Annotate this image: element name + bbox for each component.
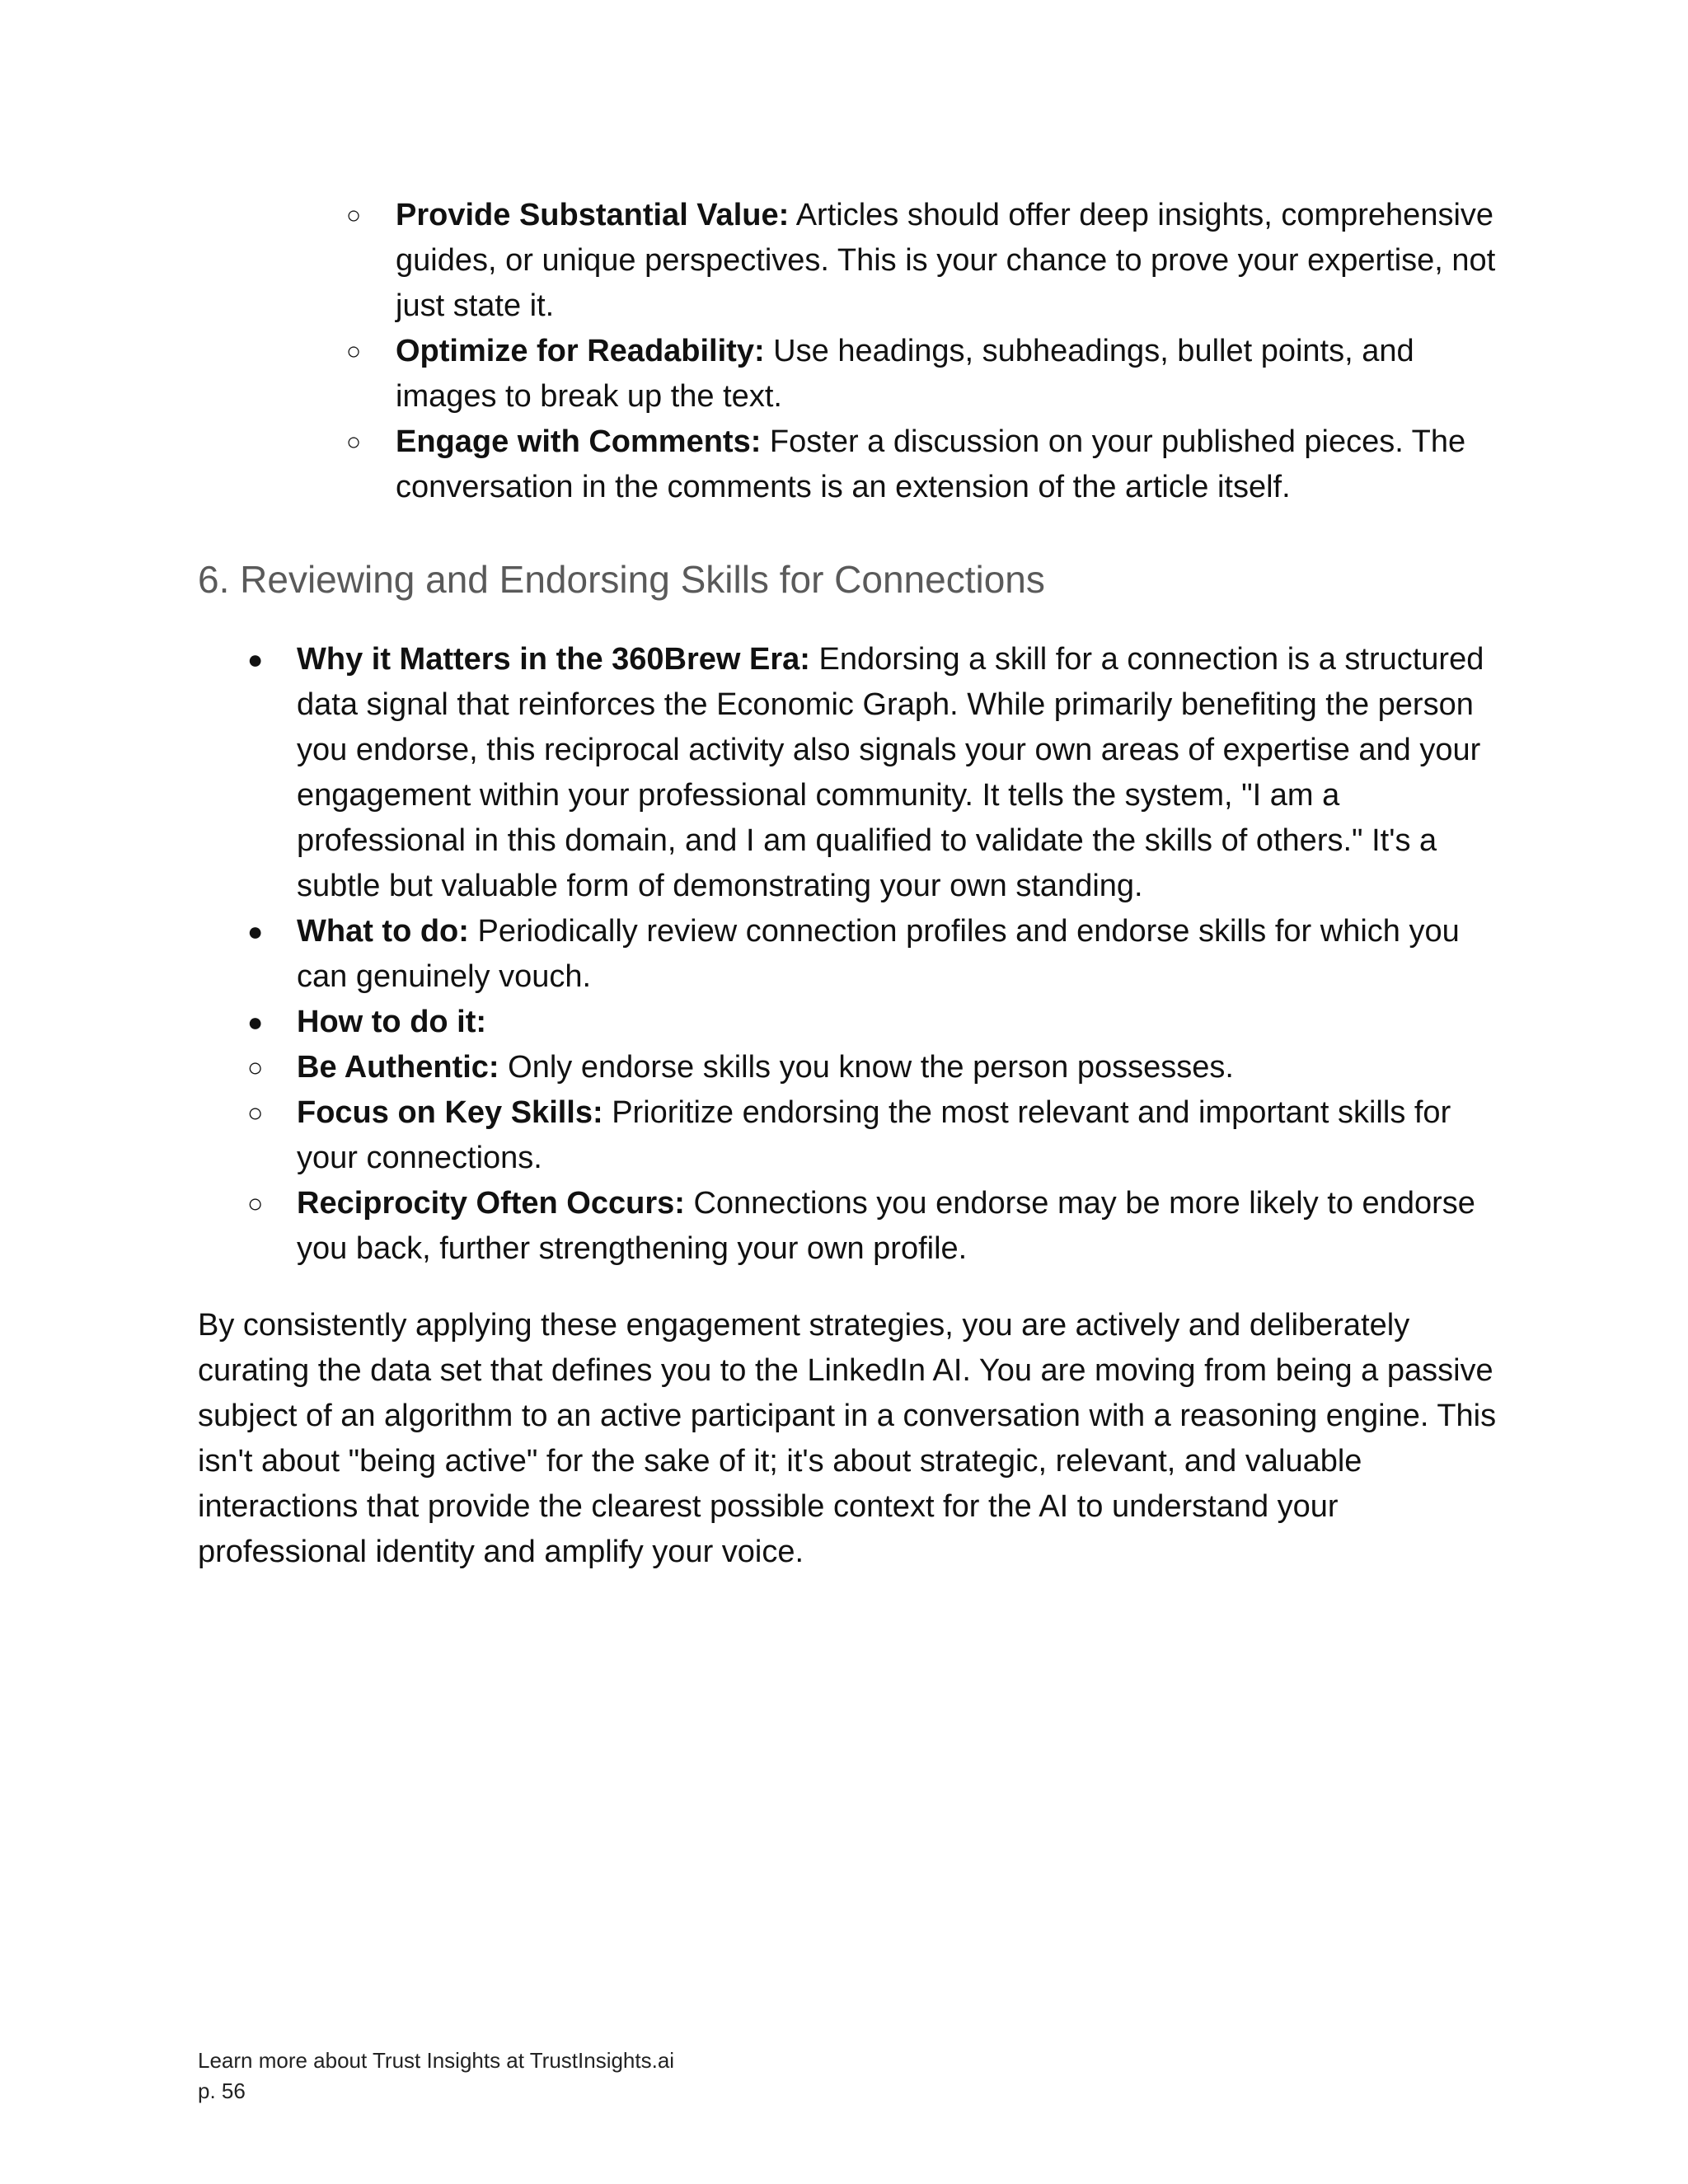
item-lead: What to do:: [297, 914, 469, 949]
item-text: Articles should offer deep insights, comprehensive guides, or unique perspectives. This is your chance to prove your expertise, not just state it.: [396, 198, 1496, 323]
solid-bullet-icon: ●: [247, 1007, 264, 1037]
list-item: [198, 1181, 1500, 1272]
list-item: [198, 637, 1500, 909]
item-lead: Be Authentic:: [297, 1050, 499, 1085]
item-lead: Why it Matters in the 360Brew Era:: [297, 642, 810, 677]
list-item: [198, 419, 1500, 510]
list-item: [198, 329, 1500, 419]
page-number: p. 56: [198, 2079, 246, 2103]
list-item: [198, 1000, 1500, 1272]
section-bullet-list: [198, 637, 1500, 1272]
page-footer: [198, 2046, 674, 2107]
item-text: Periodically review connection profiles and endorse skills for which you can genuinely vouch.: [297, 914, 1460, 994]
hollow-bullet-icon: ○: [247, 1052, 264, 1082]
hollow-bullet-icon: ○: [346, 202, 362, 229]
item-text: Only endorse skills you know the person possesses.: [499, 1050, 1234, 1085]
hollow-bullet-icon: ○: [346, 338, 362, 365]
item-text: Use headings, subheadings, bullet points, and images to break up the text.: [396, 334, 1414, 414]
how-to-sub-list: [198, 1045, 1500, 1272]
item-lead: Focus on Key Skills:: [297, 1095, 603, 1130]
item-text: Prioritize endorsing the most relevant and important skills for your connections.: [297, 1095, 1451, 1175]
hollow-bullet-icon: ○: [346, 429, 362, 456]
item-lead: Optimize for Readability:: [396, 334, 765, 368]
solid-bullet-icon: ●: [247, 916, 264, 946]
list-item: [198, 909, 1500, 1000]
intro-sub-list: [198, 193, 1500, 510]
item-lead: Provide Substantial Value:: [396, 198, 790, 232]
hollow-bullet-icon: ○: [247, 1098, 264, 1127]
item-text: Foster a discussion on your published pieces. The conversation in the comments is an extension of the article itself.: [396, 424, 1466, 504]
item-lead: How to do it:: [297, 1005, 487, 1039]
solid-bullet-icon: ●: [247, 644, 264, 674]
item-lead: Reciprocity Often Occurs:: [297, 1186, 685, 1221]
item-text: Endorsing a skill for a connection is a structured data signal that reinforces the Economic Graph. While primarily benefiting the person you endorse, this reciprocal activity also signals your own areas of expertise and your engagement within your professional community. It tells the system, "I am a professional in this domain, and I am qualified to validate the skills of others." It's a subtle but valuable form of demonstrating your own standing.: [297, 642, 1484, 903]
page-content: [198, 193, 1500, 1575]
section-heading: 6. Reviewing and Endorsing Skills for Connections: [198, 558, 1045, 601]
list-item: [198, 1090, 1500, 1181]
item-text: Connections you endorse may be more likely to endorse you back, further strengthening your own profile.: [297, 1186, 1475, 1266]
closing-paragraph: By consistently applying these engagement strategies, you are actively and deliberately curating the data set that defines you to the LinkedIn AI. You are moving from being a passive subject of an algorithm to an active participant in a conversation with a reasoning engine. This isn't about "being active" for the sake of it; it's about strategic, relevant, and valuable interactions that provide the clearest possible context for the AI to understand your professional identity and amplify your voice.: [198, 1308, 1497, 1569]
hollow-bullet-icon: ○: [247, 1188, 264, 1218]
list-item: [198, 193, 1500, 329]
item-lead: Engage with Comments:: [396, 424, 762, 459]
list-item: [198, 1045, 1500, 1090]
footer-link-text: Learn more about Trust Insights at TrustInsights.ai: [198, 2048, 675, 2073]
